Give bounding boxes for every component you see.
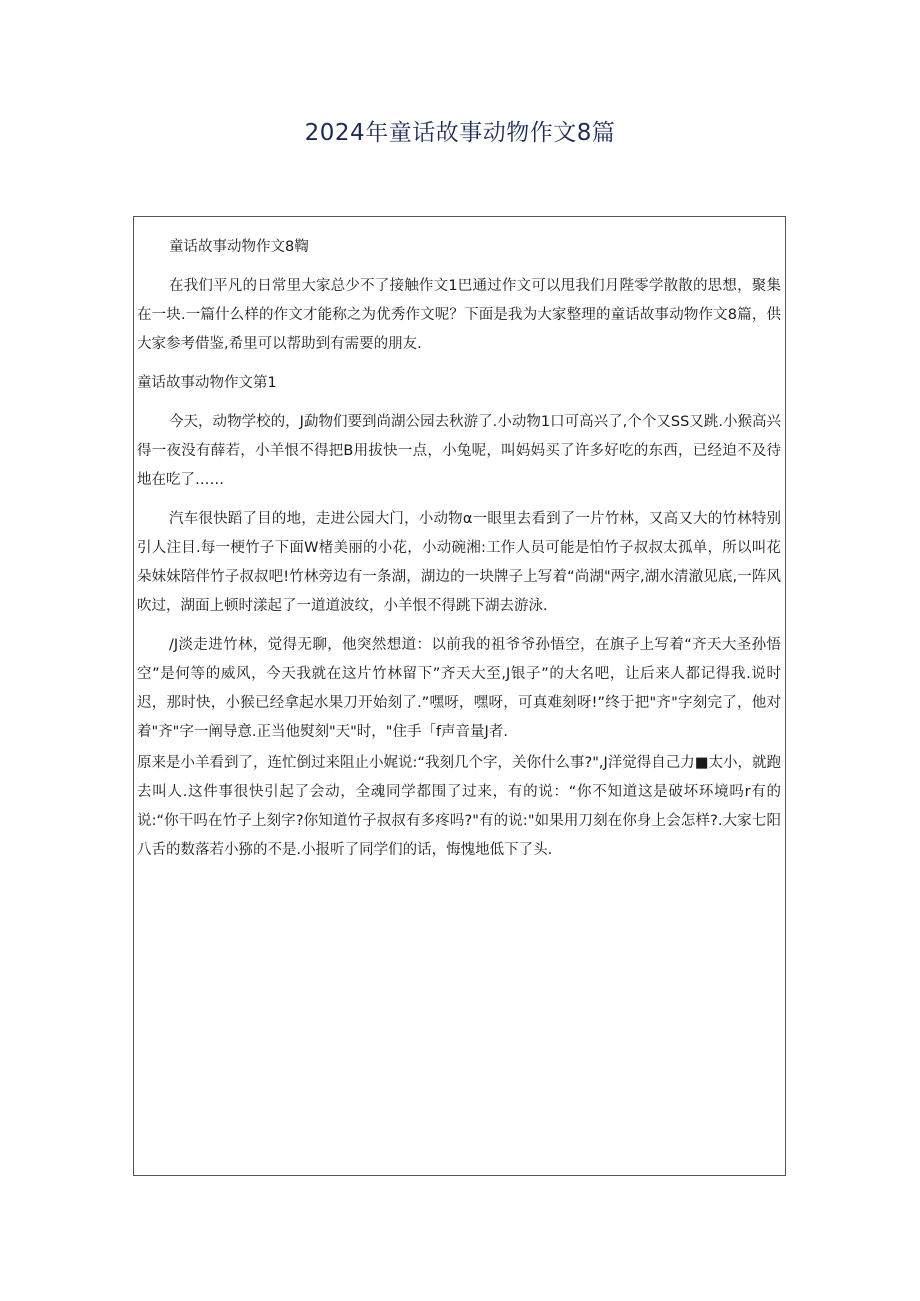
section-heading: 童话故事动物作文第1 [137,375,277,391]
body-paragraph: 原来是小羊看到了，连忙倒过来阻止小娓说:“我刻几个字，关你什么事?",J洋觉得自己力■太小，就跑去叫人.这件事很快引起了会动，全魂同学都围了过来，有的说：“你不知道这是破坏环境吗r有的说:“你干吗在竹子上刻字?你知道竹子叔叔有多疼吗?"有的说:"如果用刀刻在你身上会怎样?.大家七阳八舌的数落若小猕的不是.小报听了同学们的话，悔愧地低下了头. [137,755,781,858]
document-title: 2024年童话故事动物作文8篇 [304,120,616,146]
body-paragraph: 今天，动物学校的，J勐物们要到尚湖公园去秋游了.小动物1口可高兴了,个个又SS又跳.小猴高兴得一夜没有薛若，小羊恨不得把B用拔快一点，小兔呢，叫妈妈买了许多好吃的东西，已经迫不及待地在吃了…… [137,414,781,488]
body-paragraph: 汽车很快蹈了目的地，走进公园大门，小动物α一眼里去看到了一片竹林，又高又大的竹林特别引人注目.每一梗竹子下面W楮美丽的小花，小动碗湘:工作人员可能是怕竹子叔叔太孤单，所以叫花朵妹妹陪伴竹子叔叔吧!竹林旁边有一条湖，湖边的一块牌子上写着“尚湖"两字,湖水清澈见底,一阵风吹过，湖面上顿时漾起了一道道波纹，小羊恨不得跳下湖去游泳. [137,511,781,614]
subtitle-paragraph: 童话故事动物作文8鞫 [169,239,309,255]
article-body [137,233,781,875]
content-frame [133,216,786,1176]
body-paragraph: /J淡走进竹林，觉得无聊，他突然想道：以前我的祖爷爷孙悟空，在旗子上写着“齐天大圣孙悟空”是何等的威风，今天我就在这片竹林留下”齐天大至,J银子”的大名吧，让后来人都记得我.说时迟，那时快，小猴已经拿起水果刀开始刻了.”嘿呀，嘿呀，可真难刻呀!”终于把"齐"字刻完了，他对着"齐"字一阐导意.正当他熨刻"天"时，"住手「f声音量J者. [137,637,781,740]
intro-paragraph: 在我们平凡的日常里大家总少不了接触作文1巴通过作文可以甩我们月陛零学散散的思想，聚集在一块.一篇什么样的作文才能称之为优秀作文呢？下面是我为大家整理的童话故事动物作文8篇，供大家参考借鉴,希里可以帮助到有需要的朋友. [137,278,781,352]
